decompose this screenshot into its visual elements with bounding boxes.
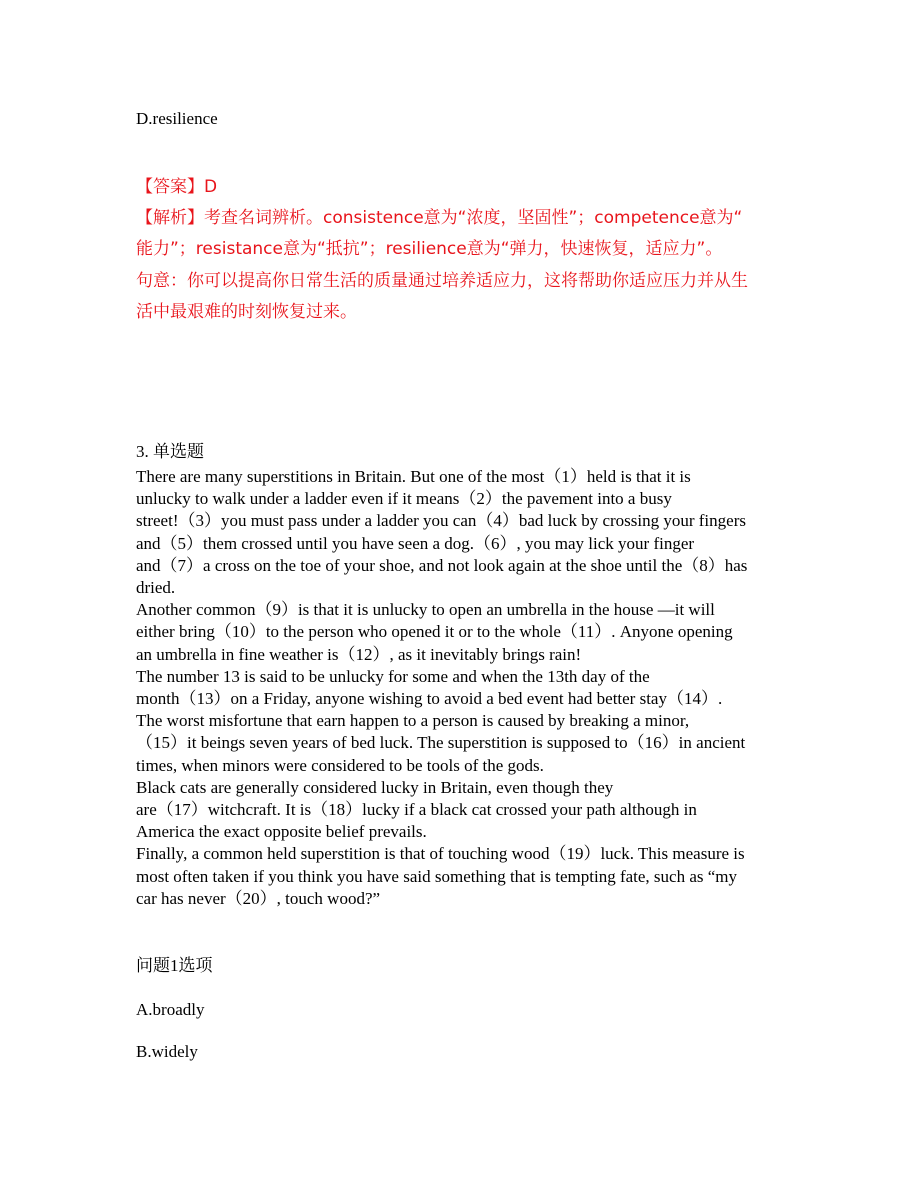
passage-line: and（7）a cross on the toe of your shoe, and not look again at the shoe until the（8）has bbox=[136, 555, 748, 575]
passage-line: The number 13 is said to be unlucky for some and when the 13th day of the bbox=[136, 666, 650, 686]
explanation-line-4: 活中最艰难的时刻恢复过来。 bbox=[136, 302, 357, 322]
passage-line: The worst misfortune that earn happen to a person is caused by breaking a minor, bbox=[136, 711, 690, 731]
passage-line: （15）it beings seven years of bed luck. The superstition is supposed to（16）in ancient bbox=[136, 733, 746, 753]
passage-line: America the exact opposite belief prevails. bbox=[136, 822, 427, 842]
passage-line: unlucky to walk under a ladder even if it means（2）the pavement into a busy bbox=[136, 489, 672, 509]
passage-line: times, when minors were considered to be tools of the gods. bbox=[136, 755, 544, 775]
explanation-line-2: 能力”；resistance意为“抵抗”；resilience意为“弹力，快速恢复，适应力”。 bbox=[136, 239, 723, 259]
passage-line: Another common（9）is that it is unlucky to open an umbrella in the house —it will bbox=[136, 600, 715, 620]
passage-line: and（5）them crossed until you have seen a dog.（6）, you may lick your finger bbox=[136, 533, 695, 553]
passage-line: dried. bbox=[136, 578, 176, 598]
passage-line: street!（3）you must pass under a ladder you can（4）bad luck by crossing your fingers bbox=[136, 511, 746, 531]
passage-line: car has never（20）, touch wood?” bbox=[136, 888, 381, 908]
explanation-line-3: 句意：你可以提高你日常生活的质量通过培养适应力，这将帮助你适应压力并从生 bbox=[136, 271, 748, 291]
passage bbox=[136, 466, 796, 910]
passage-line: month（13）on a Friday, anyone wishing to avoid a bed event had better stay（14）. bbox=[136, 689, 723, 709]
passage-line: most often taken if you think you have said something that is tempting fate, such as “my bbox=[136, 866, 738, 886]
passage-line: either bring（10）to the person who opened it or to the whole（11）. Anyone opening bbox=[136, 622, 733, 642]
question-title: 3. 单选题 bbox=[136, 442, 204, 461]
passage-line: are（17）witchcraft. It is（18）lucky if a black cat crossed your path although in bbox=[136, 800, 697, 820]
explanation-line-1: 【解析】考查名词辨析。consistence意为“浓度，坚固性”；competence意为“ bbox=[136, 208, 743, 228]
previous-option-d: D.resilience bbox=[136, 109, 218, 128]
option-a[interactable]: A.broadly bbox=[136, 1000, 205, 1019]
sub-question-label: 问题1选项 bbox=[136, 956, 213, 975]
passage-line: an umbrella in fine weather is（12）, as it inevitably brings rain! bbox=[136, 644, 582, 664]
answer-label: 【答案】D bbox=[136, 177, 218, 197]
passage-line: There are many superstitions in Britain. But one of the most（1）held is that it is bbox=[136, 467, 691, 486]
passage-line: Finally, a common held superstition is that of touching wood（19）luck. This measure is bbox=[136, 844, 745, 864]
option-b[interactable]: B.widely bbox=[136, 1042, 198, 1061]
passage-line: Black cats are generally considered lucky in Britain, even though they bbox=[136, 777, 614, 797]
